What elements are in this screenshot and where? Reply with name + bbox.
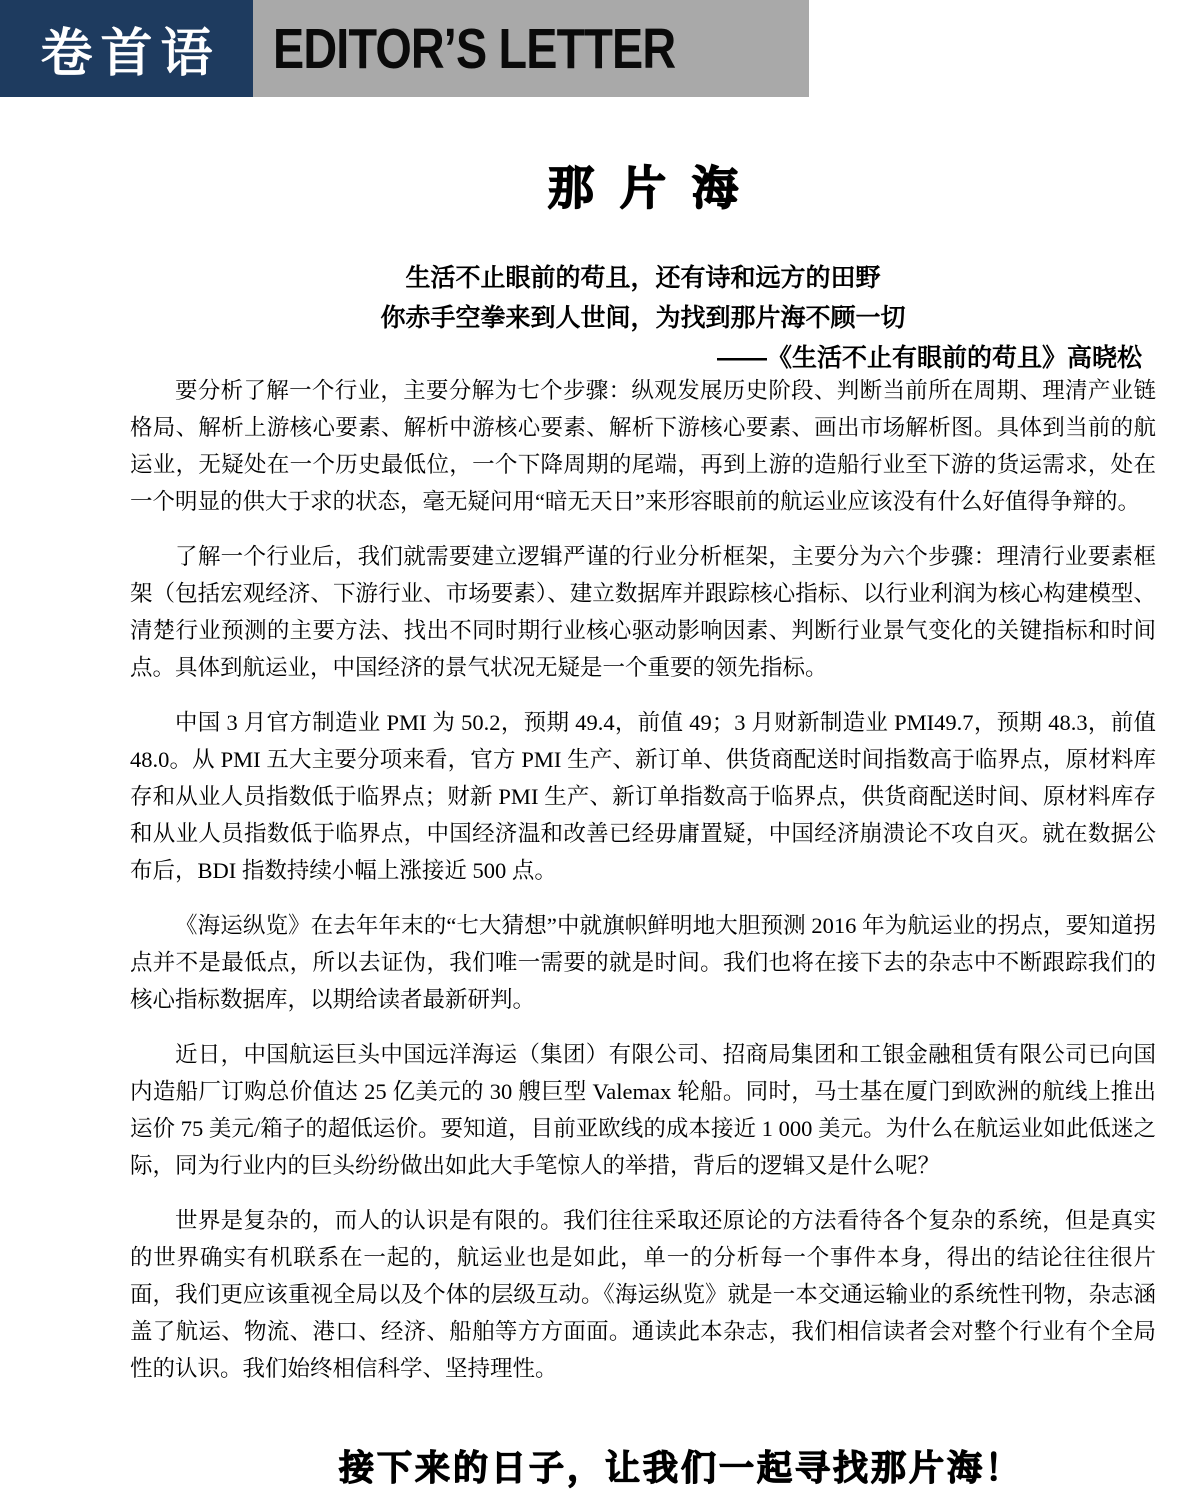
article-title: 那片海 <box>548 162 764 214</box>
body-paragraph-3: 中国 3 月官方制造业 PMI 为 50.2，预期 49.4，前值 49；3 月财新制造业 PMI49.7，预期 48.3，前值 48.0。从 PMI 五大主要分项来看，官方 PMI 生产、新订单、供货商配送时间指数高于临界点，原材料库存和从业人员指数低于临界点；财新 PMI 生产、新订单指数高于临界点，供货商配送时间、原材料库存和从业人员指数低于临界点，中国经济温和改善已经毋庸置疑，中国经济崩溃论不攻自灭。就在数据公布后，BDI 指数持续小幅上涨接近 500 点。 <box>130 710 1156 883</box>
article-body <box>130 372 1156 1405</box>
quote-attribution: ——《生活不止有眼前的苟且》高晓松 <box>716 344 1142 372</box>
body-paragraph-2: 了解一个行业后，我们就需要建立逻辑严谨的行业分析框架，主要分为六个步骤：理清行业要素框架（包括宏观经济、下游行业、市场要素）、建立数据库并跟踪核心指标、以行业利润为核心构建模型、清楚行业预测的主要方法、找出不同时期行业核心驱动影响因素、判断行业景气变化的关键指标和时间点。具体到航运业，中国经济的景气状况无疑是一个重要的领先指标。 <box>130 544 1156 680</box>
body-paragraph-5: 近日，中国航运巨头中国远洋海运（集团）有限公司、招商局集团和工银金融租赁有限公司已向国内造船厂订购总价值达 25 亿美元的 30 艘巨型 Valemax 轮船。同时，马士基在厦门到欧洲的航线上推出运价 75 美元/箱子的超低运价。要知道，目前亚欧线的成本接近 1 000 美元。为什么在航运业如此低迷之际，同为行业内的巨头纷纷做出如此大手笔惊人的举措，背后的逻辑又是什么呢？ <box>130 1042 1156 1178</box>
category-badge-cn: 卷首语 <box>0 0 253 97</box>
quote-line-2: 你赤手空拳来到人世间，为找到那片海不顾一切 <box>380 304 906 332</box>
body-paragraph-6: 世界是复杂的，而人的认识是有限的。我们往往采取还原论的方法看待各个复杂的系统，但是真实的世界确实有机联系在一起的，航运业也是如此，单一的分析每一个事件本身，得出的结论往往很片面，我们更应该重视全局以及个体的层级互动。《海运纵览》就是一本交通运输业的系统性刊物，杂志涵盖了航运、物流、港口、经济、船舶等方方面面。通读此本杂志，我们相信读者会对整个行业有个全局性的认识。我们始终相信科学、坚持理性。 <box>130 1208 1156 1381</box>
category-bar-en <box>253 0 809 97</box>
body-paragraph-1: 要分析了解一个行业，主要分解为七个步骤：纵观发展历史阶段、判断当前所在周期、理清产业链格局、解析上游核心要素、解析中游核心要素、解析下游核心要素、画出市场解析图。具体到当前的航运业，无疑处在一个历史最低位，一个下降周期的尾端，再到上游的造船行业至下游的货运需求，处在一个明显的供大于求的状态，毫无疑问用“暗无天日”来形容眼前的航运业应该没有什么好值得争辩的。 <box>130 378 1156 514</box>
page-header <box>0 0 1200 97</box>
footer-slogan: 接下来的日子，让我们一起寻找那片海！ <box>338 1449 1023 1488</box>
body-paragraph-4: 《海运纵览》在去年年末的“七大猜想”中就旗帜鲜明地大胆预测 2016 年为航运业的拐点，要知道拐点并不是最低点，所以去证伪，我们唯一需要的就是时间。我们也将在接下去的杂志中不断跟踪我们的核心指标数据库，以期给读者最新研判。 <box>130 913 1156 1012</box>
quote-line-1: 生活不止眼前的苟且，还有诗和远方的田野 <box>405 264 881 292</box>
epigraph-quote <box>130 258 1156 378</box>
category-label-en: EDITOR’S LETTER <box>273 16 676 81</box>
